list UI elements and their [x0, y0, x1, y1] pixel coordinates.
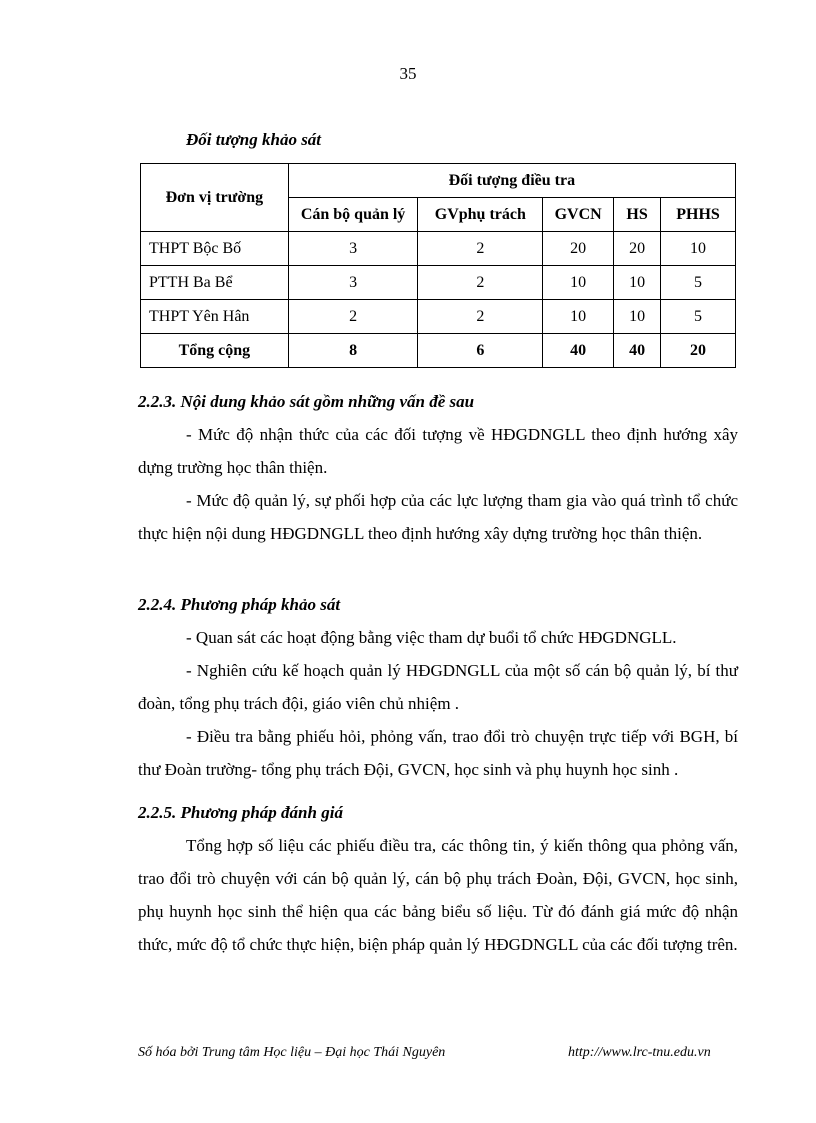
total-cell: 40: [543, 334, 614, 368]
header-hs: HS: [614, 198, 661, 232]
table-cell: 3: [288, 232, 418, 266]
paragraph: - Điều tra bằng phiếu hỏi, phỏng vấn, trao đổi trò chuyện trực tiếp với BGH, bí thư Đoàn trường- tổng phụ trách Đội, GVCN, học sinh và phụ huynh học sinh .: [138, 727, 738, 779]
table-cell: 20: [614, 232, 661, 266]
table-cell: 10: [614, 300, 661, 334]
section-2-2-3: [138, 385, 738, 550]
table-row: [141, 300, 736, 334]
paragraph: Tổng hợp số liệu các phiếu điều tra, các thông tin, ý kiến thông qua phỏng vấn, trao đổi trò chuyện với cán bộ quản lý, cán bộ phụ trách Đoàn, Đội, GVCN, học sinh, phụ huynh học sinh thể hiện qua các bảng biểu số liệu. Từ đó đánh giá mức độ nhận thức, mức độ tổ chức thực hiện, biện pháp quản lý HĐGDNGLL của các đối tượng trên.: [138, 836, 738, 954]
paragraph: - Nghiên cứu kế hoạch quản lý HĐGDNGLL của một số cán bộ quản lý, bí thư đoàn, tổng phụ trách đội, giáo viên chủ nhiệm .: [138, 661, 738, 713]
table-cell: 20: [543, 232, 614, 266]
section-2-2-4: [138, 588, 738, 786]
total-cell: 40: [614, 334, 661, 368]
header-unit: Đơn vị trường: [141, 164, 289, 232]
header-gv-in-charge: GVphụ trách: [418, 198, 543, 232]
paragraph: - Quan sát các hoạt động bằng việc tham dự buổi tổ chức HĐGDNGLL.: [186, 628, 677, 647]
footer-source: Số hóa bởi Trung tâm Học liệu – Đại học Thái Nguyên: [138, 1045, 446, 1060]
table-row: [141, 232, 736, 266]
table-header-row: [141, 164, 736, 198]
table-cell: 10: [543, 300, 614, 334]
section-heading: 2.2.5. Phương pháp đánh giá: [138, 803, 343, 822]
total-cell: 6: [418, 334, 543, 368]
table-cell: 10: [614, 266, 661, 300]
header-group: Đối tượng điều tra: [288, 164, 735, 198]
table-total-row: [141, 334, 736, 368]
row-school-name: THPT Bộc Bố: [141, 232, 289, 266]
section-2-2-5: [138, 796, 738, 961]
table-cell: 10: [543, 266, 614, 300]
table-cell: 10: [661, 232, 736, 266]
total-label: Tổng cộng: [141, 334, 289, 368]
header-gvcn: GVCN: [543, 198, 614, 232]
table-cell: 2: [418, 232, 543, 266]
table-row: [141, 266, 736, 300]
survey-heading: Đối tượng khảo sát: [186, 130, 322, 149]
header-phhs: PHHS: [661, 198, 736, 232]
table-cell: 2: [418, 300, 543, 334]
row-school-name: THPT Yên Hân: [141, 300, 289, 334]
section-heading: 2.2.3. Nội dung khảo sát gồm những vấn đề sau: [138, 392, 475, 411]
total-cell: 20: [661, 334, 736, 368]
row-school-name: PTTH Ba Bể: [141, 266, 289, 300]
header-managers: Cán bộ quản lý: [288, 198, 418, 232]
footer-url: http://www.lrc-tnu.edu.vn: [568, 1045, 711, 1060]
table-cell: 2: [288, 300, 418, 334]
total-cell: 8: [288, 334, 418, 368]
table-cell: 5: [661, 266, 736, 300]
page-number: 35: [399, 64, 417, 83]
table-cell: 5: [661, 300, 736, 334]
section-heading: 2.2.4. Phương pháp khảo sát: [138, 595, 341, 614]
paragraph: - Mức độ nhận thức của các đối tượng về HĐGDNGLL theo định hướng xây dựng trường học thân thiện.: [138, 425, 738, 477]
table-cell: 3: [288, 266, 418, 300]
survey-table: [140, 163, 736, 368]
paragraph: - Mức độ quản lý, sự phối hợp của các lực lượng tham gia vào quá trình tổ chức thực hiện nội dung HĐGDNGLL theo định hướng xây dựng trường học thân thiện.: [138, 491, 738, 543]
table-cell: 2: [418, 266, 543, 300]
